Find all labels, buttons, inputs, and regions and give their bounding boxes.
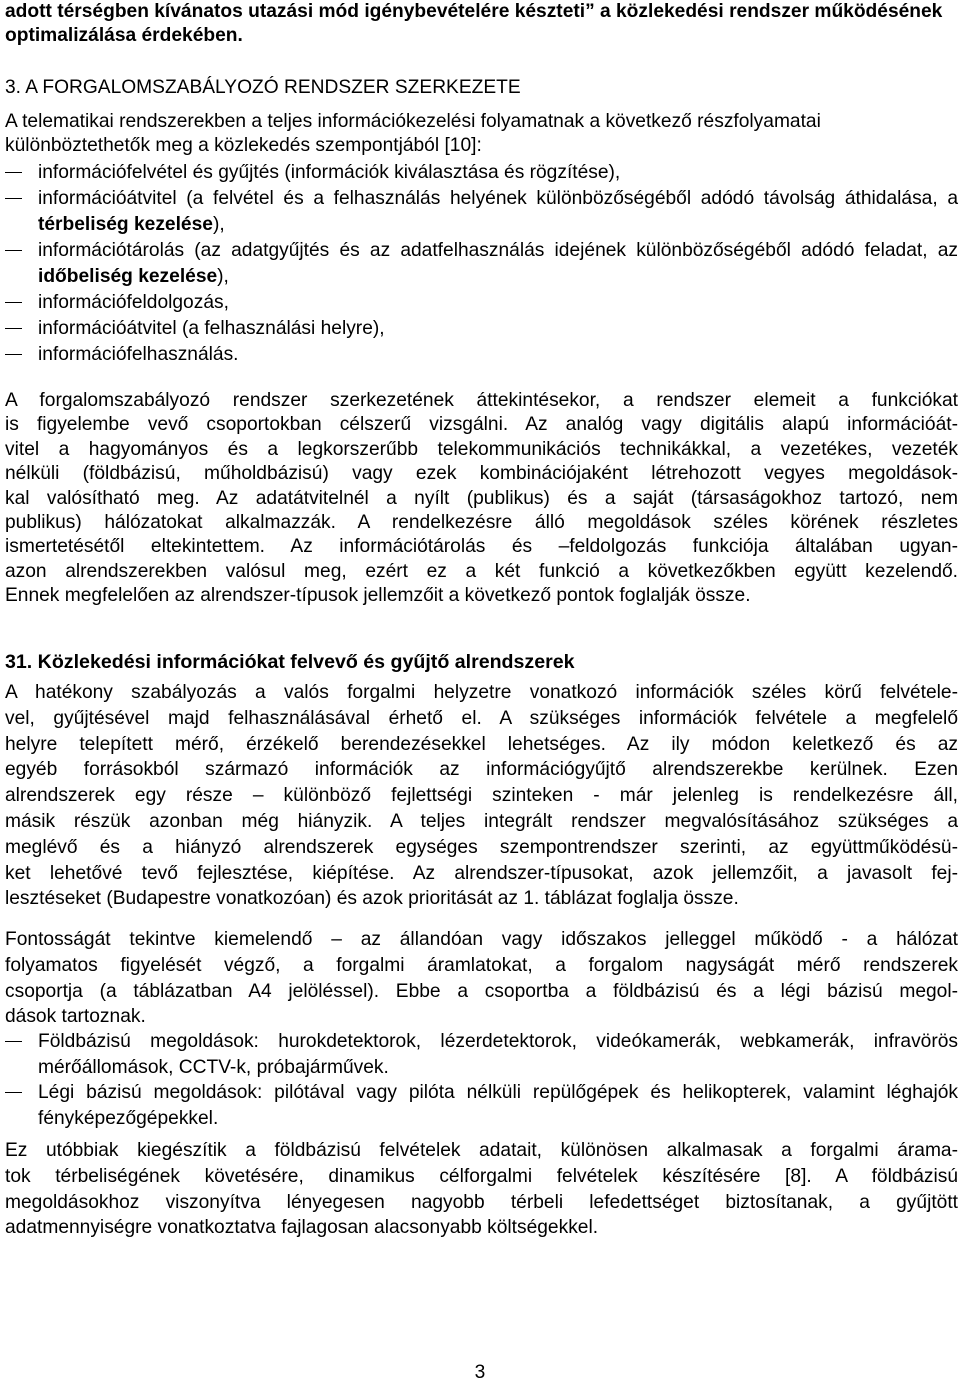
bold-term: térbeliség kezelése [38, 214, 213, 235]
list-item-text: Földbázisú megoldások: hurokdetektorok, lézerdetektorok, videókamerák, webkamerák, infravörös mérőállomások, CCTV-k, próbajárművek. [38, 1031, 958, 1078]
dash-bullet-icon [5, 198, 22, 199]
text-line: tok térbeliségének követésére, dinamikus célforgalmi felvételek készítésére [8]. A földbázisú [5, 1165, 958, 1187]
list-item-text [38, 160, 958, 186]
text-run: információfelhasználás. [38, 344, 239, 365]
list-item [5, 160, 958, 186]
list-item [5, 290, 958, 316]
text-run: információátvitel (a felvétel és a felhasználás helyének különbözőségéből adódó távolság áthidalása, a [38, 188, 958, 209]
list-item-text [38, 342, 958, 368]
text-line: egyéb forrásokból származó információk az információgyűjtő alrendszerekbe kerülnek. Ezen [5, 759, 958, 781]
list-item [5, 342, 958, 368]
section-3-list [5, 160, 958, 368]
section-3-lead-text: A telematikai rendszerekben a teljes információkezelési folyamatnak a következő részfolyamatai különböztethetők meg a közlekedés szempontjából [10]: [5, 111, 821, 157]
list-item-text [38, 316, 958, 342]
dash-bullet-icon [5, 1092, 22, 1093]
text-line: nélküli (földbázisú, műholdbázisú) vagy ezek kombinációjaként létrehozott vegyes megoldások- [5, 463, 958, 485]
text-run: információfeldolgozás, [38, 292, 229, 313]
text-line: ket lehetővé tevő fejlesztése, kiépítése. Az alrendszer-típusokat, azok jellemzőit, a javasolt fej- [5, 862, 958, 884]
text-line: azon alrendszerekben valósul meg, ezért ez a két funkció a következőkben együtt kezelendő. [5, 560, 958, 582]
section-3-paragraph [5, 389, 958, 609]
list-item-text [38, 238, 958, 290]
text-line: A hatékony szabályozás a valós forgalmi helyzetre vonatkozó információk széles körű felvétele- [5, 682, 958, 703]
text-run: információfelvétel és gyűjtés (információk kiválasztása és rögzítése), [38, 162, 621, 183]
section-31-paragraph-2 [5, 927, 958, 1030]
list-item-text [38, 186, 958, 238]
text-line: csoportja (a táblázatban A4 jelöléssel). Ebbe a csoportba a földbázisú és a légi bázisú megol- [5, 980, 958, 1002]
list-item-text: Légi bázisú megoldások: pilótával vagy pilóta nélküli repülőgépek és helikopterek, valamint léghajók fényképezőgépekkel. [38, 1082, 958, 1129]
dash-bullet-icon [5, 354, 22, 355]
text-line: kal valósítható meg. Az adatátvitelnél a nyílt (publikus) és a saját (társaságokhoz tartozó, nem [5, 487, 958, 509]
text-line: ismertetésétől eltekintettem. Az információtárolás és –feldolgozás funkciója általában ugyan- [5, 536, 958, 558]
text-line: dások tartoznak. [5, 1006, 146, 1028]
text-line: megoldásokhoz viszonyítva lényegesen nagyobb térbeli lefedettséget biztosítanak, a gyűjtött [5, 1191, 958, 1213]
text-line: vitel a hagyományos és a legkorszerűbb telekommunikációs technikákkal, a vezetékes, vezeték [5, 438, 958, 460]
section-31-paragraph-1 [5, 680, 958, 912]
section-31-paragraph-3 [5, 1138, 958, 1241]
list-item [5, 238, 958, 290]
list-item [5, 1080, 958, 1131]
text-line: is figyelembe vevő csoportokban célszerű vizsgálni. Az analóg vagy digitális alapú információát- [5, 414, 958, 436]
dash-bullet-icon [5, 250, 22, 251]
text-line: publikus) hálózatokat alkalmazzák. A rendelkezésre álló megoldások széles körének részletes [5, 512, 958, 534]
section-3-lead [5, 110, 958, 158]
list-item-text [38, 290, 958, 316]
text-line: alrendszerek egy része – különböző fejlettségi szinteken - már jelenleg is rendelkezésre áll, [5, 785, 958, 807]
text-line: Ez utóbbiak kiegészítik a földbázisú felvételek adatait, különösen alkalmasak a forgalmi árama- [5, 1140, 958, 1161]
dash-bullet-icon [5, 172, 22, 173]
list-item [5, 316, 958, 342]
intro-bold-text: adott térségben kívánatos utazási mód igénybevételére készteti” a közlekedési rendszer működésének optimalizálása érdekében. [5, 1, 943, 46]
dash-bullet-icon [5, 302, 22, 303]
text-run: ), [217, 266, 229, 287]
text-line: folyamatos figyelését végző, a forgalmi áramlatokat, a forgalom nagyságát mérő rendszerek [5, 954, 958, 976]
text-run: információtárolás (az adatgyűjtés és az adatfelhasználás idejének különbözőségéből adódó feladat, az [38, 240, 958, 261]
text-line: lesztéseket (Budapestre vonatkozóan) és azok prioritását az 1. táblázat foglalja össze. [5, 888, 739, 910]
text-line: vel, gyűjtésével majd felhasználásával érhető el. A szükséges információk felvétele a megfelelő [5, 707, 958, 729]
section-3-title: 3. A FORGALOMSZABÁLYOZÓ RENDSZER SZERKEZETE [5, 77, 521, 98]
page-number: 3 [474, 1362, 486, 1383]
intro-paragraph [5, 0, 958, 48]
dash-bullet-icon [5, 328, 22, 329]
text-line: A forgalomszabályozó rendszer szerkezetének áttekintésekor, a rendszer elemeit a funkciókat [5, 390, 958, 411]
text-line: meglévő és a hiányzó alrendszerek egységes szempontrendszer szerinti, az együttműködésü- [5, 836, 958, 858]
bold-term: időbeliség kezelése [38, 266, 218, 287]
section-31-title: 31. Közlekedési információkat felvevő és gyűjtő alrendszerek [5, 651, 575, 673]
text-line: Ennek megfelelően az alrendszer-típusok jellemzőit a következő pontok foglalják össze. [5, 585, 751, 607]
list-item [5, 186, 958, 238]
list-item [5, 1029, 958, 1080]
dash-bullet-icon [5, 1041, 22, 1042]
section-3-heading [5, 76, 958, 100]
text-line: másik részük azonban még hiányzik. A teljes integrált rendszer megvalósításához szükséges a [5, 810, 958, 832]
text-line: Fontosságát tekintve kiemelendő – az állandóan vagy időszakos jelleggel működő - a hálózat [5, 929, 958, 950]
text-line: helyre telepített mérő, érzékelő berendezésekkel lehetséges. Az ily módon keletkező és az [5, 733, 958, 755]
text-run: ), [212, 214, 225, 235]
section-31-list [5, 1029, 958, 1131]
section-31-heading [5, 649, 958, 675]
text-line: adatmennyiségre vonatkoztatva fajlagosan alacsonyabb költségekkel. [5, 1217, 599, 1239]
text-run: információátvitel (a felhasználási helyre), [38, 318, 385, 339]
